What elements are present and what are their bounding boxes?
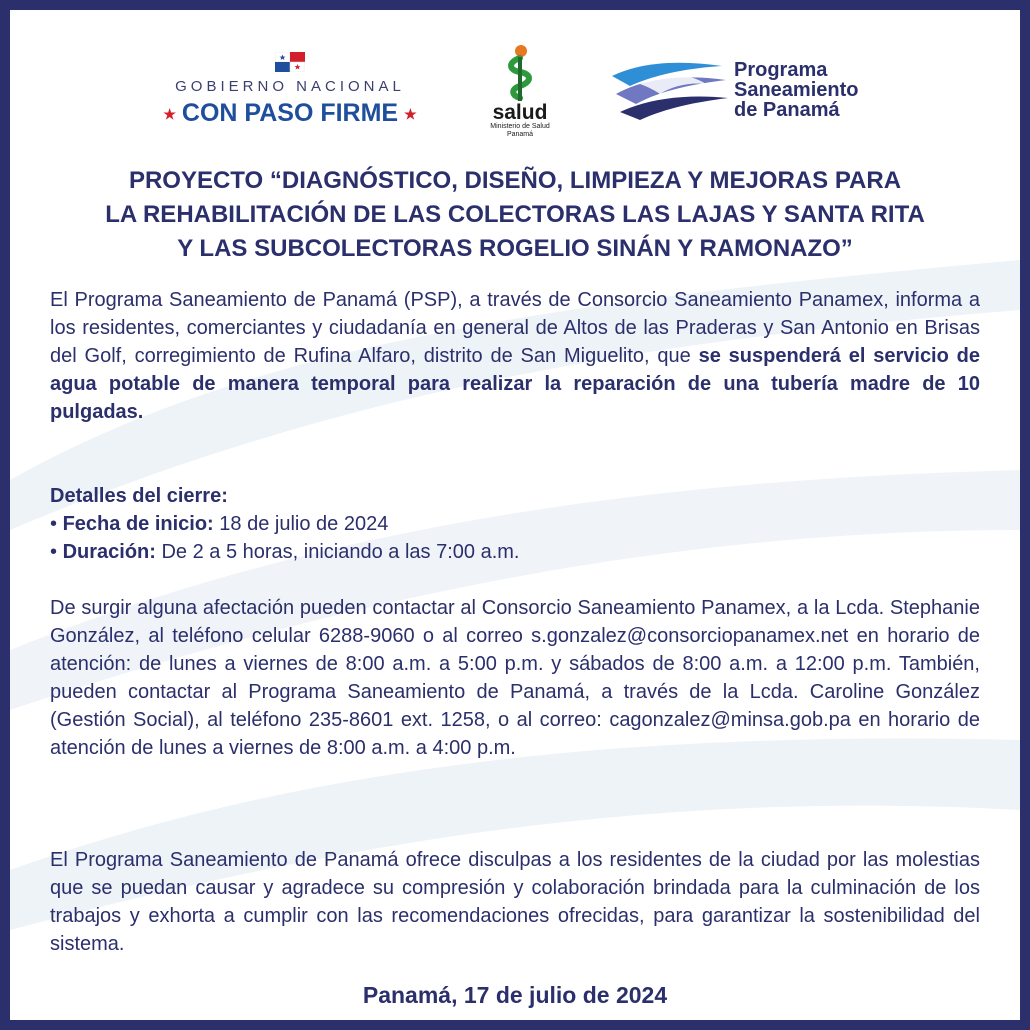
project-title [50, 164, 980, 266]
psp-logo-text: Programa Saneamiento de Panamá [734, 59, 859, 121]
psp-logo [610, 54, 910, 134]
suspension-notice: se suspenderá el servicio de agua potable de manera temporal para realizar la reparación de una tubería madre de 10 pulgadas. [50, 345, 980, 423]
snake-staff-icon [490, 44, 550, 102]
title-line: LA REHABILITACIÓN DE LAS COLECTORAS LAS LAJAS Y SANTA RITA [105, 201, 925, 228]
gobierno-nacional-text: GOBIERNO NACIONAL [175, 78, 405, 95]
contact-paragraph: De surgir alguna afectación pueden contactar al Consorcio Saneamiento Panamex, a la Lcda. Stephanie González, al teléfono celular 6288-9060 o al correo s.gonzalez@consorciopanamex.net en horario de atención: de lunes a viernes de 8:00 a.m. a 5:00 p.m. y sábados de 8:00 a.m. a 12:00 p.m. También, pueden contactar al Programa Saneamiento de Panamá, a través de la Lcda. Caroline González (Gestión Social), al teléfono 235-8601 ext. 1258, o al correo: cagonzalez@minsa.gob.pa en horario de atención de lunes a viernes de 8:00 a.m. a 4:00 p.m. [50, 597, 980, 759]
dolphin-waves-icon [610, 54, 730, 124]
panama-flag-icon [275, 52, 305, 72]
title-line: PROYECTO “DIAGNÓSTICO, DISEÑO, LIMPIEZA Y MEJORAS PARA [128, 167, 902, 194]
gobierno-logo [140, 52, 440, 128]
title-line: Y LAS SUBCOLECTORAS ROGELIO SINÁN Y RAMONAZO” [177, 235, 853, 262]
announcement-page [10, 10, 1020, 1020]
details-heading: Detalles del cierre: [50, 485, 228, 507]
duration-item: • Duración: De 2 a 5 horas, iniciando a las 7:00 a.m. [50, 541, 520, 563]
salud-text: salud [492, 101, 548, 124]
date-footer: Panamá, 17 de julio de 2024 [362, 982, 668, 1008]
con-paso-firme-text: ★ CON PASO FIRME ★ [163, 99, 417, 127]
minsa-logo [478, 44, 562, 139]
star-icon: ★ [404, 105, 417, 122]
panama-text: Panamá [506, 131, 534, 138]
intro-paragraph: El Programa Saneamiento de Panamá (PSP), a través de Consorcio Saneamiento Panamex, informa a los residentes, comerciantes y ciudadanía en general de Altos de las Praderas y San Antonio en Brisas del Golf, corregimiento de Rufina Alfaro, distrito de San Miguelito, que se suspenderá el servicio de agua potable de manera temporal para realizar la reparación de una tubería madre de 10 pulgadas. [50, 289, 980, 423]
star-icon: ★ [163, 105, 176, 122]
ministerio-text: Ministerio de Salud [490, 123, 550, 130]
closure-details [50, 482, 980, 566]
closing-paragraph: El Programa Saneamiento de Panamá ofrece disculpas a los residentes de la ciudad por las molestias que se puedan causar y agradece su compresión y colaboración brindada para la culminación de los trabajos y exhorta a cumplir con las recomendaciones ofrecidas, para garantizar la sostenibilidad del sistema. [50, 849, 980, 955]
start-date-item: • Fecha de inicio: 18 de julio de 2024 [50, 513, 389, 535]
